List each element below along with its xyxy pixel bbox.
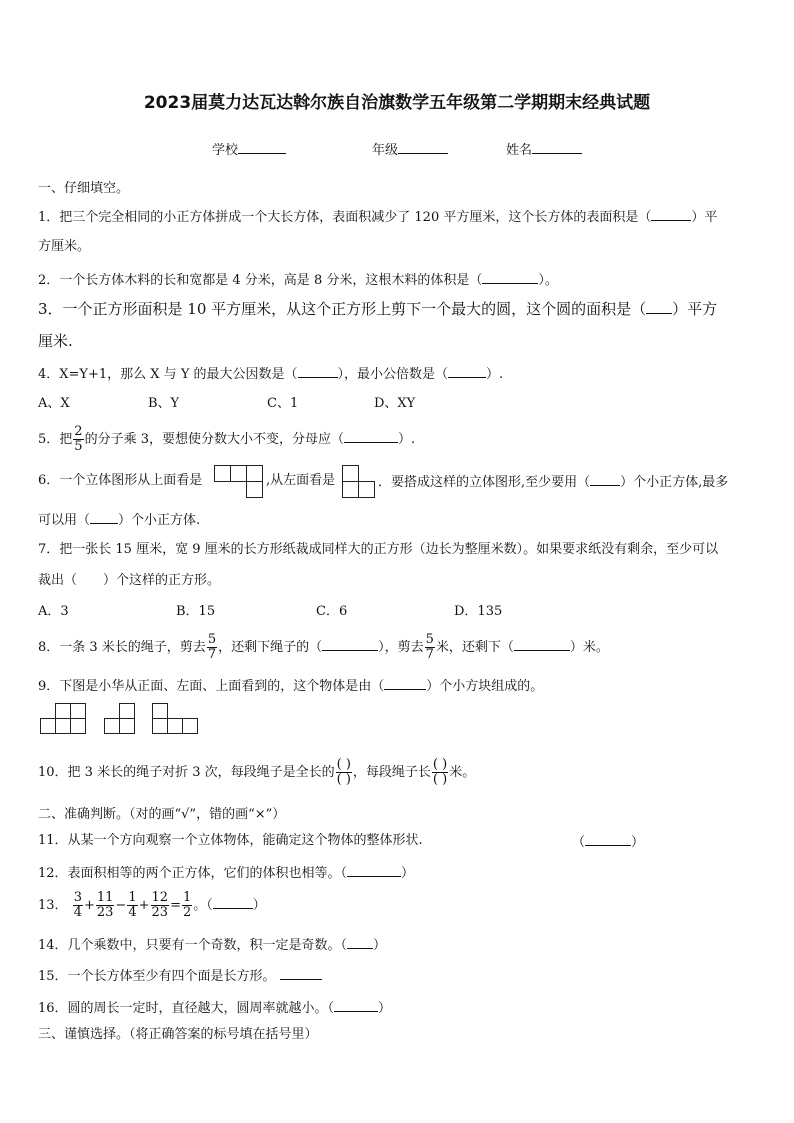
q7-option-a: A．3 [38, 604, 69, 619]
school-field: 学校 [212, 140, 286, 160]
q8-fraction-2: $\frac{5}{7}$ [425, 632, 434, 662]
question-1-cont: 方厘米。 [38, 239, 91, 254]
q7-option-c: C．6 [316, 604, 348, 619]
question-11: 11．从某一个方向观察一个立体物体，能确定这个物体的整体形状. [38, 833, 423, 848]
exam-title: 2023届莫力达瓦达斡尔族自治旗数学五年级第二学期期末经典试题 [143, 93, 651, 113]
q5-fraction: $\frac{2}{5}$ [74, 424, 83, 454]
question-3-cont: 厘米. [38, 332, 73, 350]
q10-fraction-1: $\frac{( )}{( )}$ [336, 757, 351, 787]
section-3-heading: 三、谨慎选择。（将正确答案的标号填在括号里） [38, 1027, 318, 1042]
q7-option-b: B．15 [176, 604, 216, 619]
q4-option-b: B、Y [148, 396, 180, 411]
grade-field: 年级 [372, 140, 448, 160]
question-3: 3．一个正方形面积是 10 平方厘米，从这个正方形上剪下一个最大的圆，这个圆的面积是（ ）平方 [38, 300, 718, 318]
question-13: 13． $\frac{3}{4}$ + $\frac{11}{23}$ − $\frac{1}{4}$ + $\frac{12}{23}$ = $\frac{1}{2}$ 。（ ） [38, 890, 266, 920]
question-7: 7．把一张长 15 厘米，宽 9 厘米的长方形纸裁成同样大的正方形（边长为整厘米数）。如果要求纸没有剩余，至少可以 [38, 542, 719, 557]
section-2-heading: 二、准确判断。（对的画“√”，错的画“×”） [38, 807, 286, 822]
q4-option-a: A、X [38, 396, 70, 411]
question-6-part1: 6．一个立体图形从上面看是 [38, 473, 203, 488]
question-12: 12．表面积相等的两个正方体，它们的体积也相等。（ ） [38, 863, 414, 883]
question-8: 8．一条 3 米长的绳子，剪去 $\frac{5}{7}$ ，还剩下绳子的（ ），剪去 $\frac{5}{7}$ 米，还剩下（ ）米。 [38, 632, 609, 662]
question-4: 4．X=Y+1，那么 X 与 Y 的最大公因数是（ ），最小公倍数是（ ）. [38, 364, 503, 384]
q4-option-c: C、1 [267, 396, 299, 411]
question-6-cont: 可以用（ ）个小正方体. [38, 510, 200, 530]
question-6-part2: ,从左面看是 [266, 473, 336, 488]
question-16: 16．圆的周长一定时，直径越大，圆周率就越小。（ ） [38, 998, 391, 1018]
q11-answer-blank: （ ） [572, 832, 644, 852]
q8-fraction-1: $\frac{5}{7}$ [207, 632, 217, 662]
question-9: 9．下图是小华从正面、左面、上面看到的，这个物体是由（ ）个小方块组成的。 [38, 676, 543, 696]
question-2: 2．一个长方体木料的长和宽都是 4 分米，高是 8 分米，这根木料的体积是（ ）。 [38, 270, 558, 290]
q4-option-d: D、XY [374, 396, 416, 411]
q7-option-d: D．135 [454, 604, 503, 619]
section-1-heading: 一、仔细填空。 [38, 181, 130, 196]
question-10: 10．把 3 米长的绳子对折 3 次，每段绳子是全长的 $\frac{( )}{( )}$ ，每段绳子长 $\frac{( )}{( )}$ 米。 [38, 757, 476, 787]
question-5: 5．把 $\frac{2}{5}$ 的分子乘 3，要想使分数大小不变，分母应（ ）. [38, 424, 416, 454]
name-field: 姓名 [506, 140, 582, 160]
question-6-part3: ．要搭成这样的立体图形,至少要用（ ）个小正方体,最多 [378, 472, 728, 492]
question-15: 15．一个长方体至少有四个面是长方形。 [38, 966, 322, 986]
question-1: 1．把三个完全相同的小正方体拼成一个大长方体，表面积减少了 120 平方厘米，这个长方体的表面积是（ ）平 [38, 207, 717, 227]
question-7-cont: 裁出（ ）个这样的正方形。 [38, 573, 221, 588]
q10-fraction-2: $\frac{( )}{( )}$ [432, 757, 448, 787]
question-14: 14．几个乘数中，只要有一个奇数，积一定是奇数。（ ） [38, 935, 386, 955]
